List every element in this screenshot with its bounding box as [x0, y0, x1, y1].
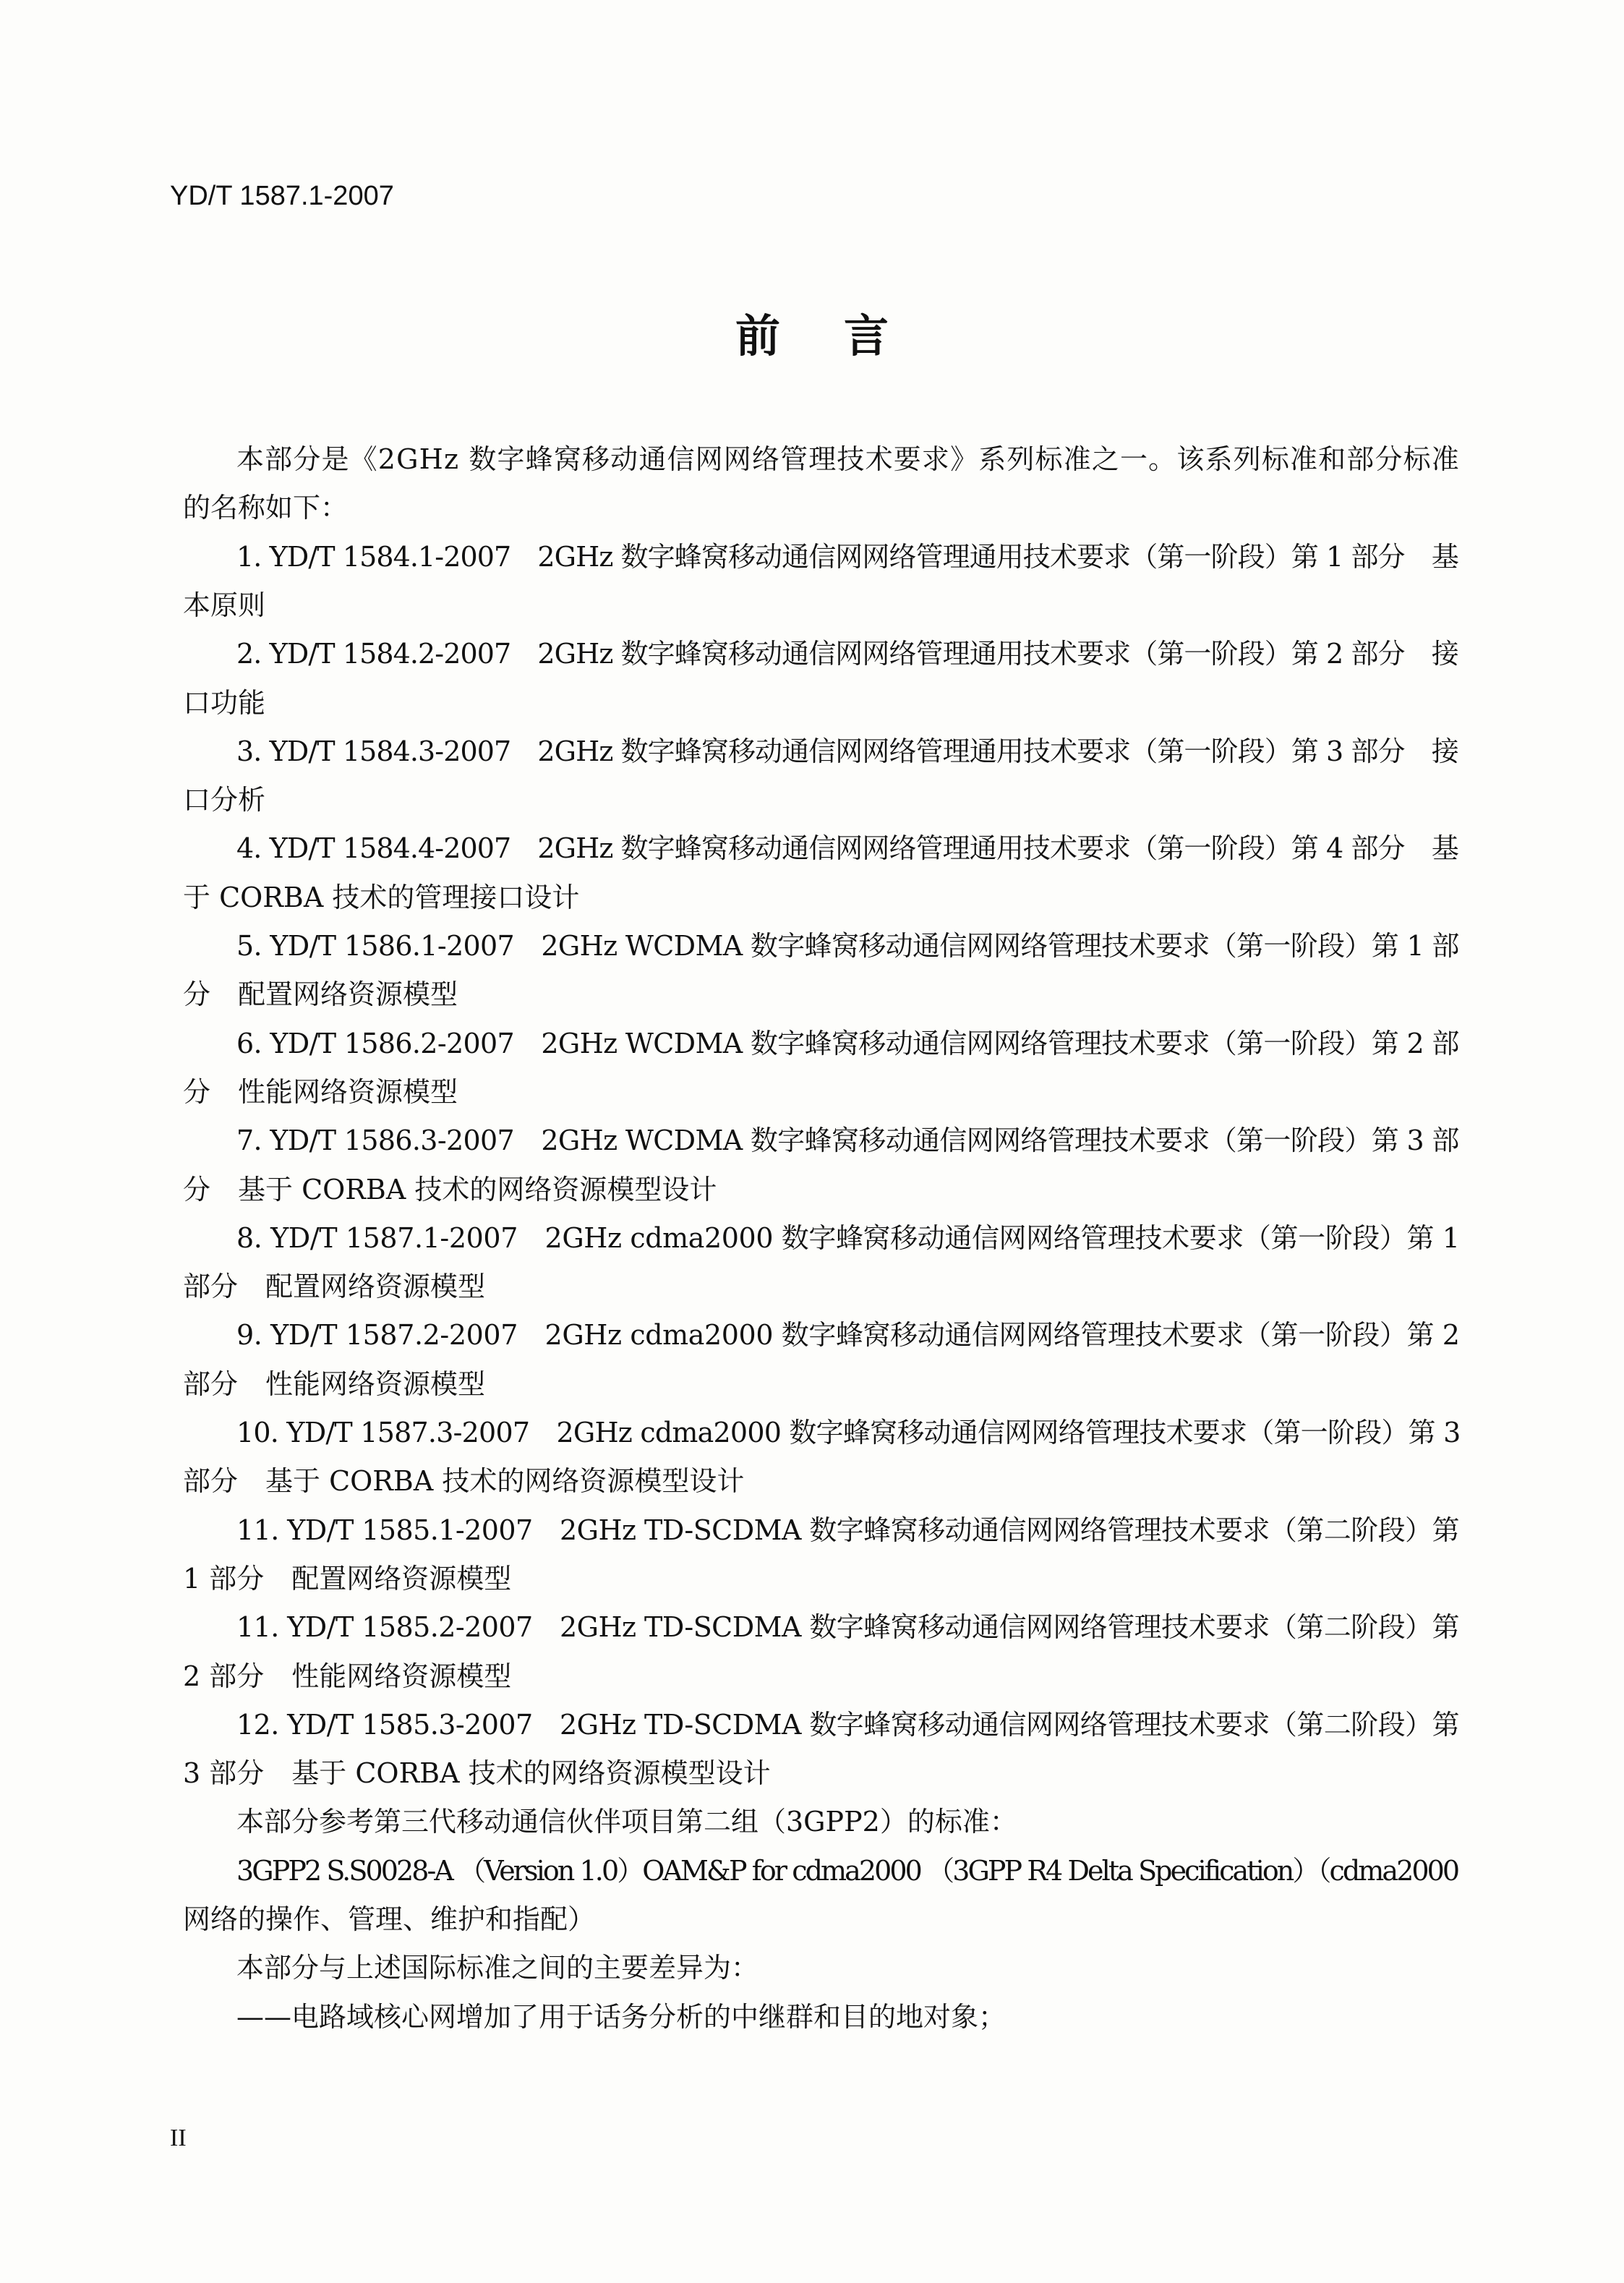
text-line: 12. YD/T 1585.3-2007 2GHz TD-SCDMA 数字蜂窝移动通信网网络管理技术要求（第二阶段）第 — [236, 1708, 1459, 1741]
text-line: 4. YD/T 1584.4-2007 2GHz 数字蜂窝移动通信网网络管理通用技术要求（第一阶段）第 4 部分 基 — [236, 832, 1458, 865]
text-line: 分 基于 CORBA 技术的网络资源模型设计 — [183, 1173, 717, 1205]
text-line: 11. YD/T 1585.1-2007 2GHz TD-SCDMA 数字蜂窝移动通信网网络管理技术要求（第二阶段）第 — [236, 1514, 1459, 1546]
text-line: 6. YD/T 1586.2-2007 2GHz WCDMA 数字蜂窝移动通信网网络管理技术要求（第一阶段）第 2 部 — [236, 1027, 1459, 1059]
text-line: 的名称如下： — [183, 492, 349, 524]
text-line: 3 部分 基于 CORBA 技术的网络资源模型设计 — [183, 1757, 771, 1790]
text-line: 1 部分 配置网络资源模型 — [183, 1562, 512, 1595]
text-line: 3. YD/T 1584.3-2007 2GHz 数字蜂窝移动通信网网络管理通用技术要求（第一阶段）第 3 部分 接 — [236, 735, 1458, 767]
document-number-header: YD/T 1587.1-2007 — [170, 181, 394, 211]
text-line: 1. YD/T 1584.1-2007 2GHz 数字蜂窝移动通信网网络管理通用技术要求（第一阶段）第 1 部分 基 — [236, 540, 1458, 573]
text-line: 11. YD/T 1585.2-2007 2GHz TD-SCDMA 数字蜂窝移动通信网网络管理技术要求（第二阶段）第 — [236, 1611, 1459, 1644]
text-line: 3GPP2 S.S0028-A （Version 1.0）OAM&P for cdma2000 （3GPP R4 Delta Specification）（cdma2000 — [236, 1854, 1458, 1887]
text-line: 网络的操作、管理、维护和指配） — [183, 1903, 596, 1935]
text-line: 分 配置网络资源模型 — [183, 978, 458, 1011]
text-line: 2 部分 性能网络资源模型 — [183, 1660, 512, 1692]
text-line: 口分析 — [183, 784, 266, 816]
text-line: 部分 基于 CORBA 技术的网络资源模型设计 — [183, 1465, 745, 1498]
text-line: 本原则 — [183, 589, 266, 621]
page-number: II — [170, 2125, 187, 2151]
text-line: 7. YD/T 1586.3-2007 2GHz WCDMA 数字蜂窝移动通信网网络管理技术要求（第一阶段）第 3 部 — [236, 1125, 1459, 1157]
text-line: 部分 性能网络资源模型 — [183, 1367, 486, 1400]
text-line: 2. YD/T 1584.2-2007 2GHz 数字蜂窝移动通信网网络管理通用技术要求（第一阶段）第 2 部分 接 — [236, 638, 1458, 670]
text-line: 口功能 — [183, 686, 266, 719]
text-line: 9. YD/T 1587.2-2007 2GHz cdma2000 数字蜂窝移动通信网网络管理技术要求（第一阶段）第 2 — [236, 1319, 1460, 1352]
text-line: 本部分参考第三代移动通信伙伴项目第二组（3GPP2）的标准： — [236, 1806, 1017, 1838]
text-line: 分 性能网络资源模型 — [183, 1075, 458, 1108]
page-title: 前言 — [735, 310, 952, 362]
text-line: 于 CORBA 技术的管理接口设计 — [183, 881, 580, 913]
text-line: 本部分是《2GHz 数字蜂窝移动通信网网络管理技术要求》系列标准之一。该系列标准和部分标准 — [236, 443, 1460, 475]
text-line: 部分 配置网络资源模型 — [183, 1271, 486, 1303]
text-line: 5. YD/T 1586.1-2007 2GHz WCDMA 数字蜂窝移动通信网网络管理技术要求（第一阶段）第 1 部 — [236, 930, 1459, 962]
text-line: 本部分与上述国际标准之间的主要差异为： — [236, 1952, 759, 1984]
text-line: 10. YD/T 1587.3-2007 2GHz cdma2000 数字蜂窝移动通信网网络管理技术要求（第一阶段）第 3 — [236, 1417, 1461, 1448]
text-line: 8. YD/T 1587.1-2007 2GHz cdma2000 数字蜂窝移动通信网网络管理技术要求（第一阶段）第 1 — [236, 1221, 1460, 1254]
text-line: ——电路域核心网增加了用于话务分析的中继群和目的地对象； — [236, 2000, 1007, 2033]
